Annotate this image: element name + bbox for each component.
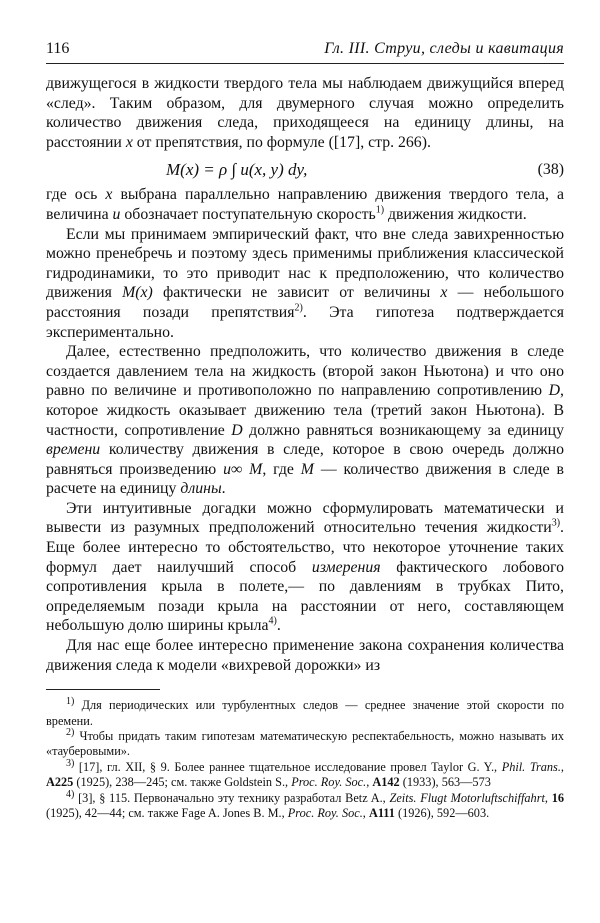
text-run: должно равняться возникающему за единицу xyxy=(242,421,564,439)
footnote-marker: 3) xyxy=(551,518,561,530)
text-run: Для нас еще более интересно применение закона сохранения количества движения следа к модели «вихревой дорожки» из xyxy=(46,637,564,674)
italic-text: Proc. Roy. Soc. xyxy=(287,806,363,821)
paragraph xyxy=(46,185,564,224)
paragraph xyxy=(46,74,564,152)
footnote xyxy=(46,757,564,791)
footnote xyxy=(46,788,565,822)
italic-text: D xyxy=(231,421,243,439)
text-run: , xyxy=(366,775,373,790)
formula-38 xyxy=(46,157,564,181)
italic-text: x xyxy=(105,186,113,204)
text-run: , xyxy=(544,790,552,805)
text-run: . Эта гипотеза подтверждается экспериментально. xyxy=(46,303,564,341)
chapter-title: Гл. III. Струи, следы и кавитация xyxy=(324,40,564,57)
footnote-divider xyxy=(46,689,160,690)
text-run: (1933), 563—573 xyxy=(399,775,491,790)
bold-text: A225 xyxy=(46,775,74,790)
text-run: Чтобы придать таким гипотезам математическую респектабельность, можно называть их «тауберовыми». xyxy=(46,729,564,759)
italic-text: Proc. Roy. Soc. xyxy=(291,775,367,790)
text-run: выбрана параллельно направлению движения твердого тела, а величина xyxy=(46,186,564,223)
text-run: [3], § 115. Первоначально эту технику разработал Betz A., xyxy=(74,790,390,805)
italic-text: M xyxy=(300,460,314,478)
footnote-marker: 2) xyxy=(294,302,303,314)
text-run: (1925), 42—44; см. также Fage A. Jones B. M., xyxy=(46,806,288,821)
running-header xyxy=(46,40,564,64)
text-run: от препятствия, по формуле ([17], стр. 266). xyxy=(132,133,431,151)
footnote xyxy=(46,698,564,729)
main-text xyxy=(46,74,564,675)
bold-text: A111 xyxy=(368,806,395,821)
italic-text: x xyxy=(125,133,133,151)
bold-text: 16 xyxy=(551,790,565,805)
text-run: . Еще более интересно то обстоятельство, что некоторое уточнение таких формул дает наилучший способ xyxy=(46,519,564,576)
italic-text: измерения xyxy=(311,558,381,576)
text-run: Для периодических или турбулентных следов — среднее значение этой скорости по времени. xyxy=(46,698,564,728)
formula-number: (38) xyxy=(537,160,564,178)
text-run: , где xyxy=(262,460,301,478)
italic-text: длины xyxy=(180,480,222,498)
footnotes xyxy=(46,698,564,821)
text-run: — количество движения в следе в расчете на единицу xyxy=(46,460,564,498)
text-run: (1926), 592—603. xyxy=(394,806,490,821)
italic-text: Zeits. Flugt Motorluftschiffahrt xyxy=(389,790,545,805)
text-run: (1925), 238—245; см. также Goldstein S., xyxy=(73,775,292,790)
italic-text: u∞ M xyxy=(223,460,263,478)
footnote-marker: 2) xyxy=(66,726,75,738)
text-run: обозначает поступательную скорость xyxy=(120,205,376,223)
text-run: . xyxy=(276,617,281,635)
italic-text: M(x) xyxy=(122,284,153,302)
text-run: фактического лобового сопротивления крыла в полете,— по давлениям в трубках Пито, определяемым позади крыла на расстоянии от него, составляющем небольшую долю ширины крыла xyxy=(46,558,564,635)
text-run: количеству движения в следе, которое в свою очередь должно равняться произведению xyxy=(46,441,564,478)
italic-text: Phil. Trans. xyxy=(501,759,561,774)
footnote-marker: 3) xyxy=(66,757,75,769)
footnote-marker: 1) xyxy=(375,204,385,216)
text-run: фактически не зависит от величины xyxy=(152,284,441,302)
text-run: движения жидкости. xyxy=(384,205,527,223)
paragraph xyxy=(46,225,564,343)
footnote-marker: 4) xyxy=(66,788,75,800)
footnote xyxy=(46,726,564,760)
text-run: где ось xyxy=(46,186,106,204)
text-run: Далее, естественно предположить, что количество движения в следе создается давлением тела на жидкость (второй закон Ньютона) и что оно равно по величине и противоположно по направлению сопротивлению xyxy=(46,343,564,400)
book-page xyxy=(46,40,564,821)
bold-text: A142 xyxy=(372,775,400,790)
italic-text: u xyxy=(112,205,121,223)
footnote-marker: 4) xyxy=(268,616,277,628)
paragraph xyxy=(46,499,564,636)
footnote-marker: 1) xyxy=(66,696,75,708)
text-run: — небольшого расстояния позади препятствия xyxy=(46,284,564,321)
text-run: Если мы принимаем эмпирический факт, что вне следа завихренностью можно пренебречь и поэтому здесь применимы приближения классической гидродинамики, то это приводит нас к предположению, что количество движения xyxy=(46,225,564,302)
text-run: . xyxy=(221,480,226,498)
paragraph xyxy=(46,636,564,675)
text-run: [17], гл. XII, § 9. Более раннее тщательное исследование провел Taylor G. Y., xyxy=(74,759,502,774)
text-run: Эти интуитивные догадки можно сформулировать математически и вывести из разумных предположений относительно течения жидкости xyxy=(46,499,564,537)
paragraph xyxy=(46,342,564,499)
formula-expression: M(x) = ρ ∫ u(x, y) dy, xyxy=(166,159,308,179)
text-run: движущегося в жидкости твердого тела мы наблюдаем движущийся вперед «след». Таким образом, для двумерного случая можно определить количество движения следа, приходящееся на единицу длины, на расстоянии xyxy=(46,75,564,151)
text-run: , xyxy=(560,759,564,774)
text-run: , xyxy=(362,806,369,821)
page-number: 116 xyxy=(46,40,70,57)
italic-text: x xyxy=(440,284,448,302)
italic-text: времени xyxy=(46,441,101,459)
text-run: , которое жидкость оказывает движению тела (третий закон Ньютона). В частности, сопротивление xyxy=(46,382,564,439)
italic-text: D xyxy=(548,382,561,400)
